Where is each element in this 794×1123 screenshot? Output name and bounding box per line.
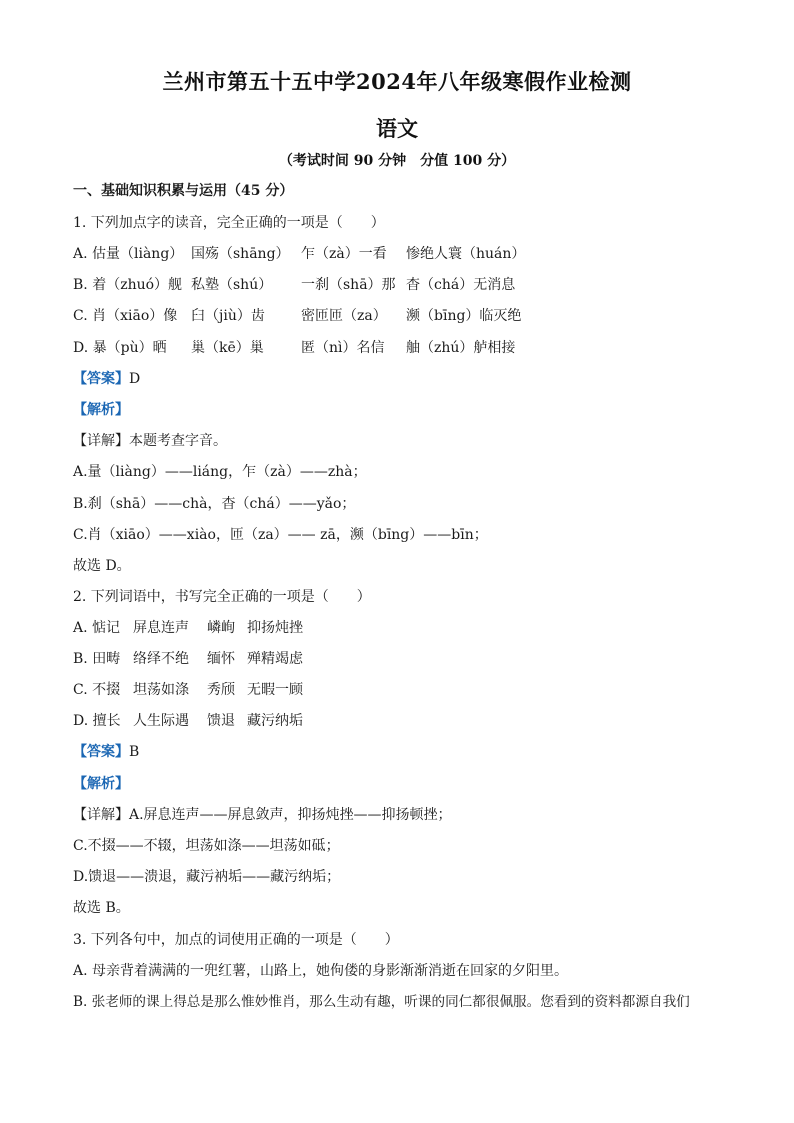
option-item: 藏污纳垢 <box>247 713 303 729</box>
option-item: 密匝匝（za） <box>301 308 387 324</box>
option-item: 馈退 <box>207 713 235 729</box>
option-item: C. 不掇 <box>73 682 121 698</box>
option-item: 无暇一顾 <box>247 682 303 698</box>
option-item: B. 着（zhuó）舰 <box>73 277 183 293</box>
option-item: 络绎不绝 <box>133 651 189 667</box>
option-item: 杳（chá）无消息 <box>406 277 516 293</box>
option-item: C. 肖（xiāo）像 <box>73 308 178 324</box>
document-title: 兰州市第五十五中学2024年八年级寒假作业检测 <box>162 69 632 94</box>
question-3-stem: 3. 下列各句中，加点的词使用正确的一项是（ ） <box>73 932 399 948</box>
option-item: 人生际遇 <box>133 713 189 729</box>
detail-text: A.屏息连声——屏息敛声，抑扬炖挫——抑扬顿挫； <box>129 807 452 823</box>
question-1-conclusion: 故选 D。 <box>73 558 131 574</box>
option-item: A. 估量（liàng） <box>73 246 184 262</box>
option-item: 一刹（shā）那 <box>301 277 396 293</box>
question-2-analysis-tag <box>73 774 754 794</box>
question-1-option-b <box>73 275 754 295</box>
question-1-answer <box>73 369 754 389</box>
option-item: 坦荡如涤 <box>133 682 189 698</box>
answer-tag: 【答案】 <box>73 371 129 387</box>
option-item: 乍（zà）一看 <box>301 246 387 262</box>
analysis-line: B.刹（shā）——chà，杳（chá）——yǎo； <box>73 496 356 512</box>
analysis-tag: 【解析】 <box>73 402 129 418</box>
analysis-line: C.肖（xiāo）——xiào，匝（za）—— zā，濒（bīng）——bīn； <box>73 527 488 543</box>
option-item: D. 暴（pù）晒 <box>73 340 167 356</box>
question-3-option-a: A. 母亲背着满满的一兜红薯，山路上，她佝偻的身影渐渐消逝在回家的夕阳里。 <box>73 963 569 979</box>
option-item: 抑扬炖挫 <box>247 620 303 636</box>
option-item: 惨绝人寰（huán） <box>406 246 526 262</box>
question-1-option-d <box>73 338 754 358</box>
question-2-conclusion: 故选 B。 <box>73 900 130 916</box>
answer-value: D <box>129 371 141 387</box>
option-item: D. 擅长 <box>73 713 121 729</box>
analysis-tag: 【解析】 <box>73 776 129 792</box>
question-1-option-a <box>73 244 754 264</box>
section-heading: 一、基础知识积累与运用（45 分） <box>73 183 294 199</box>
question-2-option-b <box>73 649 754 669</box>
question-1-option-c <box>73 306 754 326</box>
option-item: 嶙峋 <box>207 620 235 636</box>
detail-tag: 【详解】 <box>73 807 129 823</box>
answer-tag: 【答案】 <box>73 744 129 760</box>
question-1-analysis-tag <box>73 400 754 420</box>
option-item: A. 惦记 <box>73 620 121 636</box>
question-2-detail <box>73 805 754 825</box>
detail-tag: 【详解】 <box>73 433 129 449</box>
option-item: 秀颀 <box>207 682 235 698</box>
option-item: B. 田畴 <box>73 651 121 667</box>
option-item: 匿（nì）名信 <box>301 340 385 356</box>
question-1-stem: 1. 下列加点字的读音，完全正确的一项是（ ） <box>73 215 385 231</box>
subject-title: 语文 <box>376 116 418 141</box>
analysis-line: D.馈退——溃退，藏污衲垢——藏污纳垢； <box>73 869 341 885</box>
question-2-answer <box>73 742 754 762</box>
option-item: 臼（jiù）齿 <box>191 308 265 324</box>
detail-text: 本题考查字音。 <box>129 433 227 449</box>
option-item: 舳（zhú）舻相接 <box>406 340 516 356</box>
question-2-stem: 2. 下列词语中，书写完全正确的一项是（ ） <box>73 589 371 605</box>
option-item: 缅怀 <box>207 651 235 667</box>
option-item: 屏息连声 <box>133 620 189 636</box>
option-item: 私塾（shú） <box>191 277 273 293</box>
option-item: 巢（kē）巢 <box>191 340 264 356</box>
analysis-line: A.量（liàng）——liáng，乍（zà）——zhà； <box>73 464 367 480</box>
question-2-option-a <box>73 618 754 638</box>
option-item: 濒（bīng）临灭绝 <box>406 308 522 324</box>
answer-value: B <box>129 744 140 760</box>
option-item: 国殇（shāng） <box>191 246 290 262</box>
option-item: 殚精竭虑 <box>247 651 303 667</box>
question-2-option-c <box>73 680 754 700</box>
exam-info: （考试时间 90 分钟 分值 100 分） <box>278 153 516 169</box>
question-3-option-b: B. 张老师的课上得总是那么惟妙惟肖，那么生动有趣，听课的同仁都很佩服。您看到的资料都源自我们 <box>73 994 690 1010</box>
question-1-detail <box>73 431 754 451</box>
question-2-option-d <box>73 711 754 731</box>
analysis-line: C.不掇——不辍，坦荡如涤——坦荡如砥； <box>73 838 340 854</box>
